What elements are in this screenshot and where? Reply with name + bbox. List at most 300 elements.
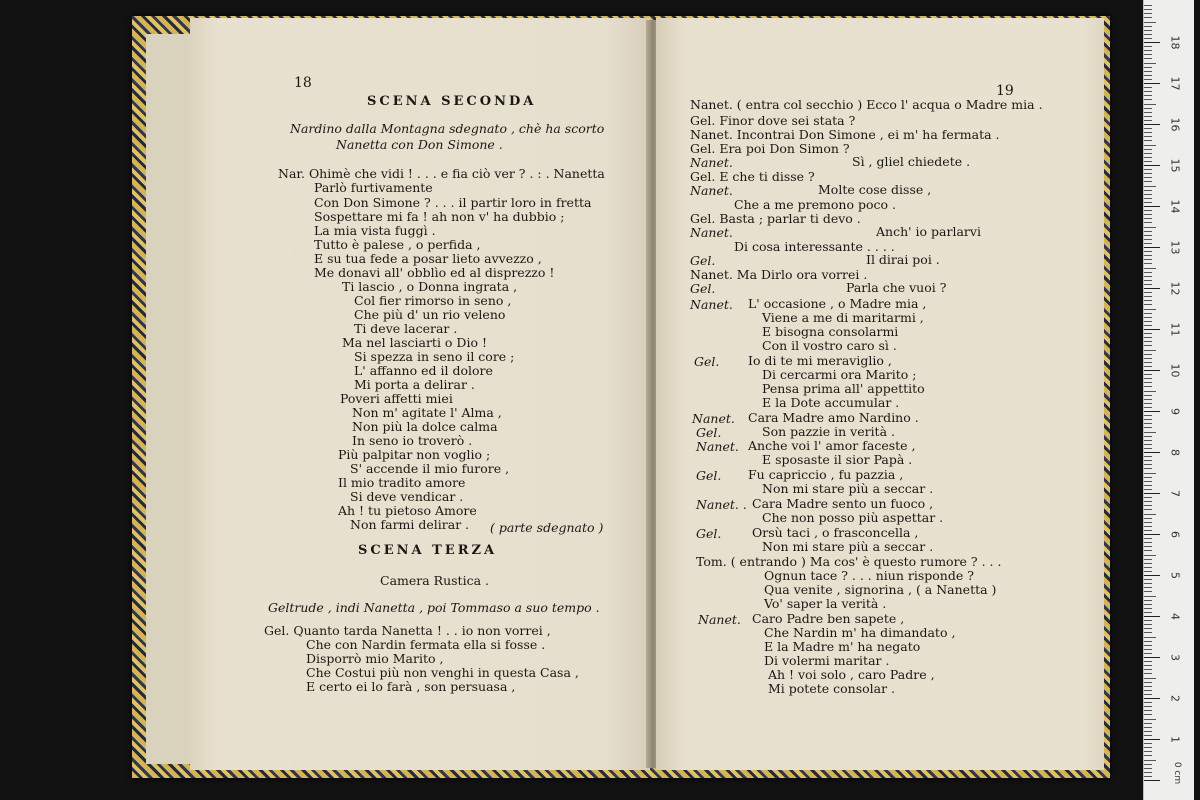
ruler-tick [1144,665,1152,666]
ruler-tick [1144,427,1152,428]
ruler-tick [1144,723,1152,724]
verse-line: Che con Nardin fermata ella si fosse . [306,637,546,652]
speaker: Nanet. [692,411,735,426]
ruler-tick [1144,522,1152,523]
ruler-tick [1144,157,1152,158]
ruler-tick [1144,358,1152,359]
ruler-tick [1144,206,1160,207]
ruler-tick [1144,243,1152,244]
ruler-tick [1144,202,1152,203]
verse-line: Viene a me di maritarmi , [762,310,924,325]
ruler-tick [1144,485,1152,486]
verse-line: Gel. Basta ; parlar ti devo . [690,211,861,226]
ruler-tick [1144,575,1160,576]
ruler-tick [1144,169,1152,170]
ruler-tick [1144,436,1152,437]
ruler-tick [1144,362,1152,363]
verse-line: Gel. Era poi Don Simon ? [690,141,850,156]
verse-line: Il mio tradito amore [338,475,466,490]
ruler-tick [1144,477,1152,478]
ruler-tick [1144,104,1156,105]
speaker: Nanet. [690,155,733,170]
ruler-tick [1144,772,1152,773]
ruler-tick [1144,153,1152,154]
ruler-tick [1144,382,1152,383]
scene-heading: SCENA TERZA [358,543,498,558]
ruler-tick [1144,546,1152,547]
measuring-ruler [1143,0,1194,800]
speaker: Nanet. [698,612,741,627]
ruler-tick [1144,456,1152,457]
ruler-tick [1144,190,1152,191]
ruler-tick [1144,649,1152,650]
ruler-tick [1144,341,1152,342]
ruler-tick [1144,481,1152,482]
verse-line: Che Costui più non venghi in questa Casa , [306,665,579,680]
ruler-tick [1144,292,1152,293]
ruler-tick [1144,325,1152,326]
ruler-tick [1144,46,1152,47]
left-page [190,18,650,770]
ruler-tick [1144,91,1152,92]
ruler-tick [1144,706,1152,707]
scene-setting: Camera Rustica . [380,573,489,588]
ruler-tick [1144,251,1152,252]
verse-line: Non farmi delirar . [350,517,470,532]
ruler-tick [1144,518,1152,519]
ruler-tick [1144,370,1160,371]
verse-line: Ma nel lasciarti o Dio ! [342,335,487,350]
ruler-tick [1144,641,1152,642]
ruler-tick [1144,71,1152,72]
ruler-tick [1144,501,1152,502]
verse-line: Fu capriccio , fu pazzia , [748,467,904,482]
verse-line: La mia vista fuggì . [314,223,436,238]
ruler-tick [1144,489,1152,490]
verse-line: Ti lascio , o Donna ingrata , [342,279,518,294]
ruler-tick [1144,567,1152,568]
ruler-number: 18 [1168,35,1182,50]
ruler-tick [1144,509,1152,510]
ruler-tick [1144,690,1152,691]
ruler-tick [1144,583,1152,584]
ruler-tick [1144,259,1152,260]
ruler-tick [1144,309,1156,310]
ruler-tick [1144,743,1152,744]
speaker: Nanet. [690,225,733,240]
verse-line: Ti deve lacerar . [354,321,458,336]
ruler-tick [1144,149,1152,150]
ruler-number: 13 [1168,240,1182,255]
ruler-tick [1144,399,1152,400]
ruler-tick [1144,112,1152,113]
ruler-tick [1144,550,1152,551]
ruler-tick [1144,140,1152,141]
verse-line: Non più la dolce calma [352,419,498,434]
verse-line: Tutto è palese , o perfida , [314,237,481,252]
ruler-tick [1144,530,1152,531]
speaker: Gel. [696,468,722,483]
ruler-tick [1144,75,1152,76]
ruler-tick [1144,79,1152,80]
verse-line: Il dirai poi . [866,252,940,267]
ruler-tick [1144,300,1152,301]
ruler-unit-label: 0 cm [1172,761,1183,785]
ruler-tick [1144,702,1152,703]
ruler-tick [1144,620,1152,621]
ruler-tick [1144,54,1152,55]
ruler-tick [1144,403,1152,404]
ruler-tick [1144,747,1152,748]
ruler-number: 6 [1168,531,1182,538]
ruler-tick [1144,538,1152,539]
ruler-tick [1144,596,1156,597]
ruler-tick [1144,710,1152,711]
ruler-tick [1144,38,1152,39]
ruler-tick [1144,464,1152,465]
ruler-tick [1144,391,1156,392]
ruler-tick [1144,423,1152,424]
ruler-tick [1144,108,1152,109]
verse-line: Tom. ( entrando ) Ma cos' è questo rumore ? . . . [696,554,1002,569]
ruler-tick [1144,587,1152,588]
ruler-tick [1144,50,1152,51]
ruler-tick [1144,173,1152,174]
ruler-tick [1144,280,1152,281]
ruler-tick [1144,624,1152,625]
ruler-tick [1144,136,1152,137]
ruler-number: 9 [1168,408,1182,415]
verse-line: Nanet. ( entra col secchio ) Ecco l' acqua o Madre mia . [690,97,1043,112]
ruler-number: 17 [1168,76,1182,91]
speaker: Gel. [696,425,722,440]
ruler-tick [1144,505,1152,506]
verse-line: L' occasione , o Madre mia , [748,296,927,311]
ruler-tick [1144,534,1160,535]
ruler-tick [1144,579,1152,580]
verse-line: Ognun tace ? . . . niun risponde ? [764,568,974,583]
verse-line: Me donavi all' obblìo ed al disprezzo ! [314,265,555,280]
ruler-tick [1144,9,1152,10]
verse-line: Nanet. Incontrai Don Simone , ei m' ha fermata . [690,127,1000,142]
ruler-tick [1144,177,1152,178]
verse-line: Con Don Simone ? . . . il partir loro in fretta [314,195,592,210]
ruler-tick [1144,128,1152,129]
ruler-tick [1144,378,1152,379]
ruler-tick [1144,63,1156,64]
ruler-tick [1144,600,1152,601]
ruler-tick [1144,26,1152,27]
ruler-tick [1144,321,1152,322]
ruler-tick [1144,313,1152,314]
verse-line: Che Nardin m' ha dimandato , [764,625,956,640]
ruler-tick [1144,780,1160,781]
ruler-tick [1144,571,1152,572]
ruler-tick [1144,231,1152,232]
ruler-tick [1144,317,1152,318]
verse-line: Nar. Ohimè che vidi ! . . . e fia ciò ver ? . : . Nanetta [278,166,605,181]
ruler-number: 14 [1168,199,1182,214]
ruler-tick [1144,284,1152,285]
ruler-tick [1144,304,1152,305]
ruler-tick [1144,719,1156,720]
verse-line: E bisogna consolarmi [762,324,899,339]
ruler-tick [1144,386,1152,387]
ruler-tick [1144,440,1152,441]
ruler-tick [1144,329,1160,330]
ruler-tick [1144,222,1152,223]
ruler-tick [1144,755,1152,756]
verse-line: Non m' agitate l' Alma , [352,405,502,420]
verse-line: Che più d' un rio veleno [354,307,506,322]
ruler-tick [1144,612,1152,613]
verse-line: Mi potete consolar . [768,681,896,696]
ruler-tick [1144,58,1152,59]
ruler-tick [1144,395,1152,396]
ruler-tick [1144,247,1160,248]
ruler-tick [1144,419,1152,420]
verse-line: Di volermi maritar . [764,653,890,668]
exit-direction: ( parte sdegnato ) [490,520,604,535]
ruler-tick [1144,591,1152,592]
ruler-tick [1144,637,1156,638]
ruler-tick [1144,653,1152,654]
ruler-tick [1144,616,1160,617]
ruler-tick [1144,682,1152,683]
ruler-tick [1144,407,1152,408]
speaker: Nanet. [690,183,733,198]
ruler-tick [1144,345,1152,346]
speaker: Nanet. [690,297,733,312]
ruler-tick [1144,686,1152,687]
ruler-tick [1144,116,1152,117]
ruler-tick [1144,678,1156,679]
verse-line: Con il vostro caro sì . [762,338,897,353]
verse-line: Parla che vuoi ? [846,280,947,295]
ruler-tick [1144,239,1152,240]
ruler-tick [1144,673,1152,674]
verse-line: Più palpitar non voglio ; [338,447,491,462]
verse-line: E su tua fede a posar lieto avvezzo , [314,251,542,266]
ruler-tick [1144,727,1152,728]
ruler-tick [1144,526,1152,527]
verse-line: Molte cose disse , [818,182,932,197]
verse-line: Qua venite , signorina , ( a Nanetta ) [764,582,997,597]
ruler-tick [1144,497,1152,498]
ruler-tick [1144,263,1152,264]
verse-line: Poveri affetti miei [340,391,453,406]
verse-line: Di cosa interessante . . . . [734,239,895,254]
ruler-tick [1144,67,1152,68]
ruler-tick [1144,296,1152,297]
verse-line: Son pazzie in verità . [762,424,895,439]
ruler-tick [1144,165,1160,166]
verse-line: Mi porta a delirar . [354,377,475,392]
verse-line: E sposaste il sior Papà . [762,452,913,467]
verse-line: Anche voi l' amor faceste , [748,438,916,453]
ruler-tick [1144,5,1152,6]
ruler-number: 5 [1168,572,1182,579]
ruler-tick [1144,17,1152,18]
ruler-tick [1144,698,1160,699]
ruler-tick [1144,731,1152,732]
ruler-tick [1144,218,1152,219]
ruler-tick [1144,30,1152,31]
ruler-tick [1144,460,1152,461]
verse-line: Io di te mi meraviglio , [748,353,892,368]
ruler-tick [1144,555,1156,556]
ruler-tick [1144,448,1152,449]
ruler-tick [1144,366,1152,367]
verse-line: L' affanno ed il dolore [354,363,493,378]
verse-line: E certo ei lo farà , son persuasa , [306,679,516,694]
ruler-number: 1 [1168,736,1182,743]
ruler-tick [1144,739,1160,740]
ruler-number: 11 [1168,322,1182,337]
verse-line: Gel. E che ti disse ? [690,169,815,184]
verse-line: Si spezza in seno il core ; [354,349,515,364]
ruler-tick [1144,194,1152,195]
ruler-tick [1144,444,1152,445]
verse-line: Sì , gliel chiedete . [852,154,971,169]
ruler-tick [1144,714,1152,715]
ruler-number: 4 [1168,613,1182,620]
ruler-tick [1144,669,1152,670]
verse-line: E la Madre m' ha negato [764,639,921,654]
verse-line: Di cercarmi ora Marito ; [762,367,917,382]
ruler-number: 8 [1168,449,1182,456]
ruler-tick [1144,350,1156,351]
speaker: Nanet. . [696,497,747,512]
ruler-tick [1144,99,1152,100]
ruler-tick [1144,198,1152,199]
ruler-tick [1144,124,1160,125]
ruler-tick [1144,415,1152,416]
ruler-tick [1144,276,1152,277]
ruler-tick [1144,764,1152,765]
ruler-tick [1144,354,1152,355]
ruler-tick [1144,559,1152,560]
ruler-tick [1144,657,1160,658]
verse-line: Gel. Quanto tarda Nanetta ! . . io non vorrei , [264,623,551,638]
ruler-tick [1144,288,1160,289]
ruler-tick [1144,493,1160,494]
verse-line: Vo' saper la verità . [764,596,887,611]
ruler-tick [1144,661,1152,662]
ruler-tick [1144,468,1152,469]
verse-line: Nanet. Ma Dirlo ora vorrei . [690,267,868,282]
ruler-tick [1144,181,1152,182]
ruler-tick [1144,542,1152,543]
ruler-tick [1144,432,1156,433]
ruler-number: 7 [1168,490,1182,497]
ruler-number: 16 [1168,117,1182,132]
verse-line: Ah ! tu pietoso Amore [338,503,477,518]
ruler-tick [1144,768,1152,769]
verse-line: Parlò furtivamente [314,180,433,195]
stage-direction: Geltrude , indi Nanetta , poi Tommaso a suo tempo . [268,600,600,615]
verse-line: Orsù taci , o frasconcella , [752,525,919,540]
ruler-tick [1144,735,1152,736]
ruler-tick [1144,337,1152,338]
verse-line: In seno io troverò . [352,433,473,448]
ruler-number: 15 [1168,158,1182,173]
ruler-tick [1144,120,1152,121]
ruler-tick [1144,452,1160,453]
ruler-tick [1144,95,1152,96]
ruler-tick [1144,374,1152,375]
ruler-tick [1144,87,1152,88]
verse-line: Anch' io parlarvi [876,224,981,239]
ruler-tick [1144,145,1156,146]
stage-direction: Nardino dalla Montagna sdegnato , chè ha scorto [290,121,605,136]
scene-heading: SCENA SECONDA [367,94,537,109]
right-page [656,18,1104,770]
ruler-tick [1144,22,1156,23]
ruler-tick [1144,514,1156,515]
ruler-tick [1144,776,1152,777]
ruler-tick [1144,632,1152,633]
verse-line: Non mi stare più a seccar . [762,481,934,496]
verse-line: Cara Madre sento un fuoco , [752,496,934,511]
ruler-tick [1144,268,1156,269]
verse-line: Ah ! voi solo , caro Padre , [768,667,935,682]
verse-line: Caro Padre ben sapete , [752,611,905,626]
page-number: 19 [996,83,1014,99]
verse-line: Non mi stare più a seccar . [762,539,934,554]
ruler-tick [1144,628,1152,629]
speaker: Gel. [694,354,720,369]
ruler-tick [1144,694,1152,695]
speaker: Gel. [690,253,716,268]
ruler-tick [1144,227,1156,228]
ruler-number: 10 [1168,363,1182,378]
ruler-number: 2 [1168,695,1182,702]
speaker: Gel. [696,526,722,541]
ruler-tick [1144,608,1152,609]
ruler-tick [1144,255,1152,256]
verse-line: Si deve vendicar . [350,489,464,504]
ruler-tick [1144,42,1160,43]
verse-line: Sospettare mi fa ! ah non v' ha dubbio ; [314,209,565,224]
ruler-tick [1144,751,1152,752]
page-number: 18 [294,75,312,91]
ruler-tick [1144,186,1156,187]
ruler-tick [1144,210,1152,211]
ruler-tick [1144,161,1152,162]
verse-line: Col fier rimorso in seno , [354,293,512,308]
speaker: Nanet. [696,439,739,454]
ruler-tick [1144,645,1152,646]
ruler-tick [1144,604,1152,605]
ruler-tick [1144,760,1156,761]
ruler-tick [1144,83,1160,84]
verse-line: Pensa prima all' appettito [762,381,925,396]
ruler-tick [1144,34,1152,35]
ruler-number: 12 [1168,281,1182,296]
ruler-tick [1144,214,1152,215]
ruler-tick [1144,411,1160,412]
verse-line: Disporrò mio Marito , [306,651,444,666]
verse-line: Gel. Finor dove sei stata ? [690,113,856,128]
ruler-tick [1144,272,1152,273]
verse-line: Che a me premono poco . [734,197,896,212]
ruler-tick [1144,473,1156,474]
verse-line: E la Dote accumular . [762,395,900,410]
verse-line: Che non posso più aspettar . [762,510,944,525]
ruler-tick [1144,563,1152,564]
ruler-tick [1144,13,1152,14]
